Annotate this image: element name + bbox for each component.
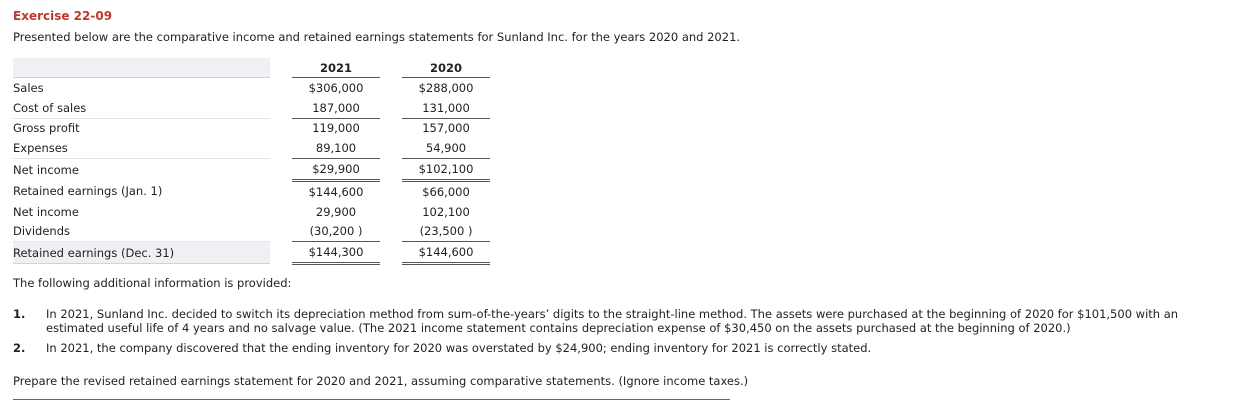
row-label: Expenses (13, 138, 270, 158)
value-2020: $66,000 (422, 184, 470, 199)
row-label: Gross profit (13, 121, 80, 136)
value-2020: $288,000 (418, 80, 474, 95)
header-2020: 2020 (402, 58, 490, 78)
item-number: 1. (13, 307, 26, 321)
table-row (13, 180, 490, 201)
value-2021: (30,200 ) (292, 222, 380, 242)
value-2020: 54,900 (402, 138, 490, 158)
value-2020: 102,100 (422, 204, 470, 219)
row-label: Retained earnings (Jan. 1) (13, 184, 163, 199)
table-row (13, 242, 490, 264)
financial-statements-table (13, 58, 490, 265)
header-2021: 2021 (292, 58, 380, 78)
value-2021: 29,900 (315, 204, 357, 219)
value-2020: $144,600 (402, 242, 490, 264)
instruction-text: Prepare the revised retained earnings statement for 2020 and 2021, assuming comparative statements. (Ignore income taxes.) (13, 374, 749, 388)
row-label: Cost of sales (13, 98, 270, 118)
table-row (13, 118, 490, 138)
table-row (13, 98, 490, 118)
value-2020: 131,000 (402, 98, 490, 118)
row-label: Net income (13, 204, 79, 219)
info-item (13, 307, 1223, 335)
row-label: Retained earnings (Dec. 31) (13, 242, 270, 264)
table-header-row (13, 58, 490, 78)
row-label: Dividends (13, 222, 270, 242)
table-row (13, 202, 490, 222)
value-2021: $306,000 (308, 80, 364, 95)
intro-text: Presented below are the comparative income and retained earnings statements for Sunland Inc. for the years 2020 and 2021. (13, 30, 741, 44)
divider (13, 399, 730, 400)
value-2020: $102,100 (402, 159, 490, 181)
table-row (13, 78, 490, 98)
item-number: 2. (13, 341, 26, 355)
value-2021: 187,000 (292, 98, 380, 118)
table-row (13, 159, 490, 181)
value-2021: 119,000 (312, 121, 360, 136)
value-2020: 157,000 (422, 121, 470, 136)
row-label: Net income (13, 162, 79, 177)
info-item (13, 341, 1223, 355)
value-2021: $144,300 (292, 242, 380, 264)
item-text: In 2021, the company discovered that the ending inventory for 2020 was overstated by $24,900; ending inventory for 2021 is correctly stated. (46, 341, 872, 355)
value-2020: (23,500 ) (402, 222, 490, 242)
header-label-cell (13, 58, 270, 78)
value-2021: 89,100 (292, 138, 380, 158)
additional-info-heading: The following additional information is provided: (13, 276, 292, 290)
item-text: In 2021, Sunland Inc. decided to switch its depreciation method from sum-of-the-years’ digits to the straight-line method. The assets were purchased at the beginning of 2020 for $101,500 with an estimated useful life of 4 years and no salvage value. (The 2021 income statement contains depreciation expense of $30,450 on the assets purchased at the beginning of 2020.) (46, 307, 1179, 335)
exercise-title: Exercise 22-09 (13, 9, 113, 23)
row-label: Sales (13, 80, 44, 95)
value-2021: $29,900 (292, 159, 380, 181)
table-row (13, 222, 490, 242)
table-row (13, 138, 490, 158)
value-2021: $144,600 (308, 184, 364, 199)
